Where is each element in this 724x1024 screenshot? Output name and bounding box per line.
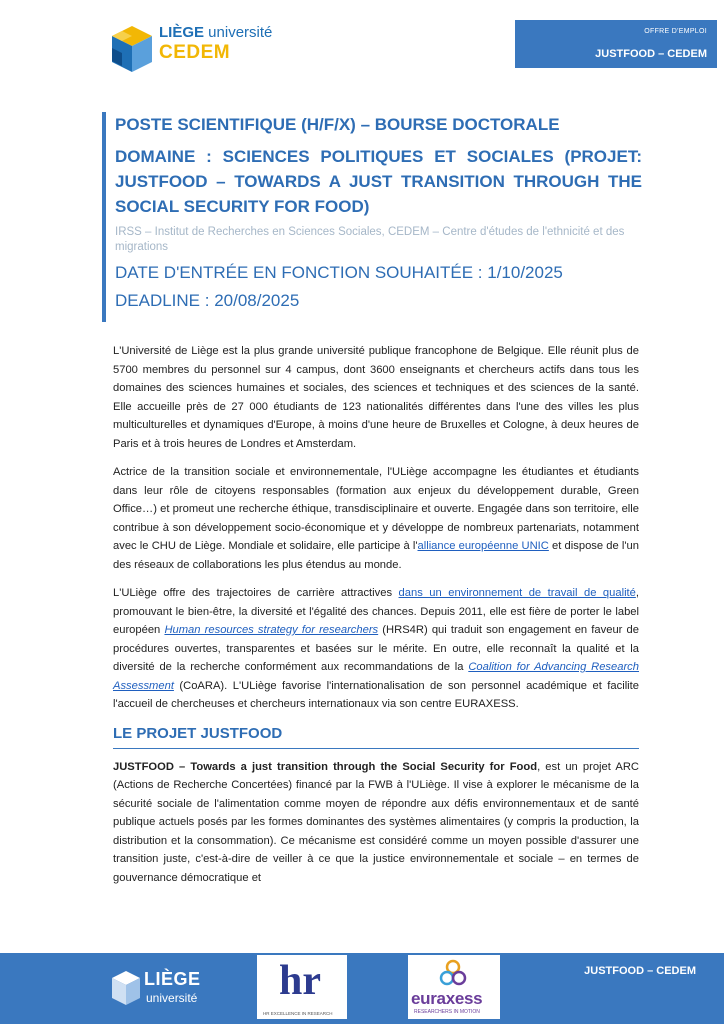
- hr-excellence-logo: [257, 955, 347, 1019]
- logo-cedem: CEDEM: [159, 42, 231, 63]
- p3-text-a: L'ULiège offre des trajectoires de carrière attractives: [113, 587, 399, 599]
- job-title: POSTE SCIENTIFIQUE (H/F/X) – BOURSE DOCTORALE: [115, 115, 560, 134]
- paragraph-project: [113, 758, 639, 888]
- euraxess-rings-icon: [438, 959, 468, 989]
- header-banner: [515, 20, 717, 68]
- title-block: [102, 112, 642, 322]
- cubes-logo-icon: [112, 971, 140, 1005]
- section-heading-project: LE PROJET JUSTFOOD: [113, 724, 639, 749]
- header-project: JUSTFOOD – CEDEM: [595, 48, 707, 60]
- uliege-cedem-logo: [112, 22, 302, 76]
- uliege-footer-logo: [112, 965, 222, 1009]
- p3-text-d: (CoARA). L'ULiège favorise l'internationalisation de son personnel académique et facilite l'accueil de chercheuses et chercheurs internationaux via son centre EURAXESS.: [113, 679, 639, 710]
- body-text: [113, 342, 639, 897]
- footer-project: JUSTFOOD – CEDEM: [584, 965, 696, 977]
- p2-text-b: et dispose de l'un des réseaux de collaborations les plus étendus au monde.: [113, 540, 639, 571]
- footer-logo-line2: université: [146, 991, 198, 1005]
- p4-text: , est un projet ARC (Actions de Recherche Concertées) financé par la FWB à l'ULiège. Il vise à explorer le mécanisme de la sécurité sociale de l'alimentation comme moyen de répondre aux défis environnementaux et de santé publique actuels posés par les formes dominantes des systèmes alimentaires (y compris la production, la distribution et la consommation). Ce mécanisme est considéré comme un moyen possible d'assurer une transition juste, c'est-à-dire de veiller à ce que la justice environnementale et sociale – en termes de gouvernance démocratique et: [113, 760, 639, 884]
- paragraph-transition: [113, 463, 639, 574]
- project-name: JUSTFOOD – Towards a just transition through the Social Security for Food: [113, 760, 538, 773]
- institute-line: IRSS – Institut de Recherches en Sciences Sociales, CEDEM – Centre d'études de l'ethnicité et des migrations: [115, 226, 625, 253]
- hr-logo-caption: HR EXCELLENCE IN RESEARCH: [263, 1011, 333, 1016]
- p2-text-a: Actrice de la transition sociale et environnementale, l'ULiège accompagne les étudiantes et étudiants dans leur rôle de citoyens responsables (formation aux enjeux du développement durable, Green Office…) et promeut une recherche éthique, transdisciplinaire et ouverte. Engagée dans son territoire, elle contribue à son développement socio-économique et y développe de nombreux partenariats, notamment avec le CHU de Liège. Mondiale et solidaire, elle participe à l': [113, 466, 639, 552]
- paragraph-intro: L'Université de Liège est la plus grande université publique francophone de Belgique. Elle réunit plus de 5700 membres du personnel sur 4 campus, dont 3600 enseignants et chercheurs actifs dans tous les domaines des sciences humaines et sociales, des sciences et techniques et des sciences de la santé. Elle accueille près de 27 000 étudiants de 123 nationalités différentes dans l'une des villes les plus multiculturelles et dynamiques d'Europe, à moins d'une heure de Bruxelles et Cologne, à deux heures de Paris et à trois heures de Londres et Amsterdam.: [113, 345, 639, 450]
- footer-logo-line1: LIÈGE: [144, 969, 201, 989]
- p3-text-b: , promouvant le bien-être, la diversité et l'égalité des chances. Depuis 2011, elle est fière de porter le label européen: [113, 587, 639, 636]
- logo-wordmark: LIÈGE université: [159, 24, 273, 41]
- header-kicker: OFFRE D'EMPLOI: [644, 28, 707, 35]
- coara-link[interactable]: Coalition for Advancing Research Assessment: [113, 661, 639, 692]
- start-date: DATE D'ENTRÉE EN FONCTION SOUHAITÉE : 1/10/2025: [115, 263, 563, 282]
- work-environment-link[interactable]: dans un environnement de travail de qualité: [398, 587, 636, 599]
- cubes-logo-icon: [112, 26, 152, 72]
- hr-logo-text: hr: [279, 958, 321, 1004]
- euraxess-logo-text: euraxess: [411, 989, 483, 1008]
- footer-banner: [0, 953, 724, 1024]
- hrs4r-link[interactable]: Human resources strategy for researchers: [164, 624, 379, 636]
- p3-text-c: (HRS4R) qui traduit son engagement en faveur de procédures ouvertes, transparentes et basées sur le mérite. En outre, elle reconnaît la qualité et la diversité de la recherche conformément aux recommandations de la: [113, 624, 639, 673]
- deadline: DEADLINE : 20/08/2025: [115, 291, 300, 310]
- job-domain: DOMAINE : SCIENCES POLITIQUES ET SOCIALES (PROJET: JUSTFOOD – TOWARDS A JUST TRANSITION THROUGH THE SOCIAL SECURITY FOR FOOD): [115, 147, 642, 216]
- euraxess-logo-caption: RESEARCHERS IN MOTION: [414, 1009, 480, 1015]
- unic-alliance-link[interactable]: alliance européenne UNIC: [417, 540, 549, 552]
- paragraph-career: [113, 584, 639, 714]
- euraxess-logo: [408, 955, 500, 1019]
